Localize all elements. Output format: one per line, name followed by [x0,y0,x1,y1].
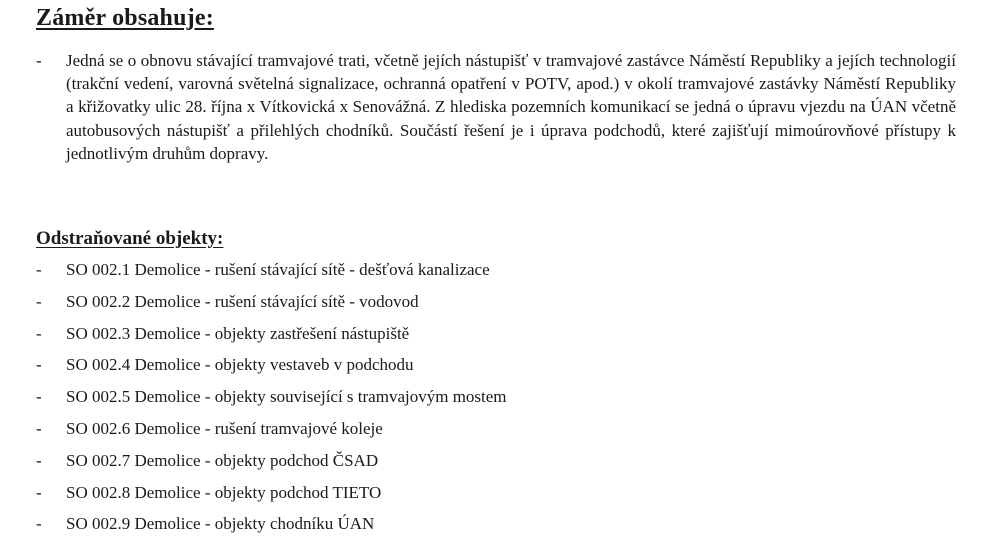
bullet-dash: - [36,387,42,407]
bullet-dash: - [36,323,42,343]
list-item-label: SO 002.2 Demolice - rušení stávající sítě - vodovod [66,291,419,311]
list-item-label: SO 002.7 Demolice - objekty podchod ČSAD [66,450,379,470]
list-item-label: SO 002.5 Demolice - objekty související s tramvajovým mostem [66,387,507,407]
list-item-label: SO 002.9 Demolice - objekty chodníku ÚAN [66,514,375,534]
section-heading-odstranovane-objekty: Odstraňované objekty: [36,228,224,249]
list-item-label: SO 002.4 Demolice - objekty vestaveb v podchodu [66,355,414,375]
bullet-dash: - [36,291,42,311]
list-item-label: SO 002.1 Demolice - rušení stávající sítě - dešťová kanalizace [66,260,490,279]
bullet-dash: - [36,418,42,438]
section-heading-zamer: Záměr obsahuje: [36,5,214,31]
bullet-dash: - [36,355,42,375]
bullet-dash: - [36,260,42,279]
bullet-dash: - [36,482,42,502]
bullet-dash: - [36,450,42,470]
bullet-dash: - [36,514,42,534]
list-item-label: SO 002.6 Demolice - rušení tramvajové koleje [66,418,383,438]
list-item-label: SO 002.8 Demolice - objekty podchod TIETO [66,482,382,502]
bullet-dash: - [36,51,42,70]
intro-paragraph-block [36,49,956,165]
list-item-label: SO 002.3 Demolice - objekty zastřešení nástupiště [66,323,410,343]
intro-paragraph: Jedná se o obnovu stávající tramvajové trati, včetně jejích nástupišť v tramvajové zastávce Náměstí Republiky a jejích technologií (trakční vedení, varovná světelná signalizace, ochranná opatření v POTV, apod.) v okolí tramvajové zastávky Náměstí Republiky a křižovatky ulic 28. října x Vítkovická x Senovážná. Z hlediska pozemních komunikací se jedná o úpravu vjezdu na ÚAN včetně autobusových nástupišť a přilehlých chodníků. Součástí řešení je i úprava podchodů, které zajišťují mimoúrovňové přístupy k jednotlivým druhům dopravy. [66,51,956,163]
